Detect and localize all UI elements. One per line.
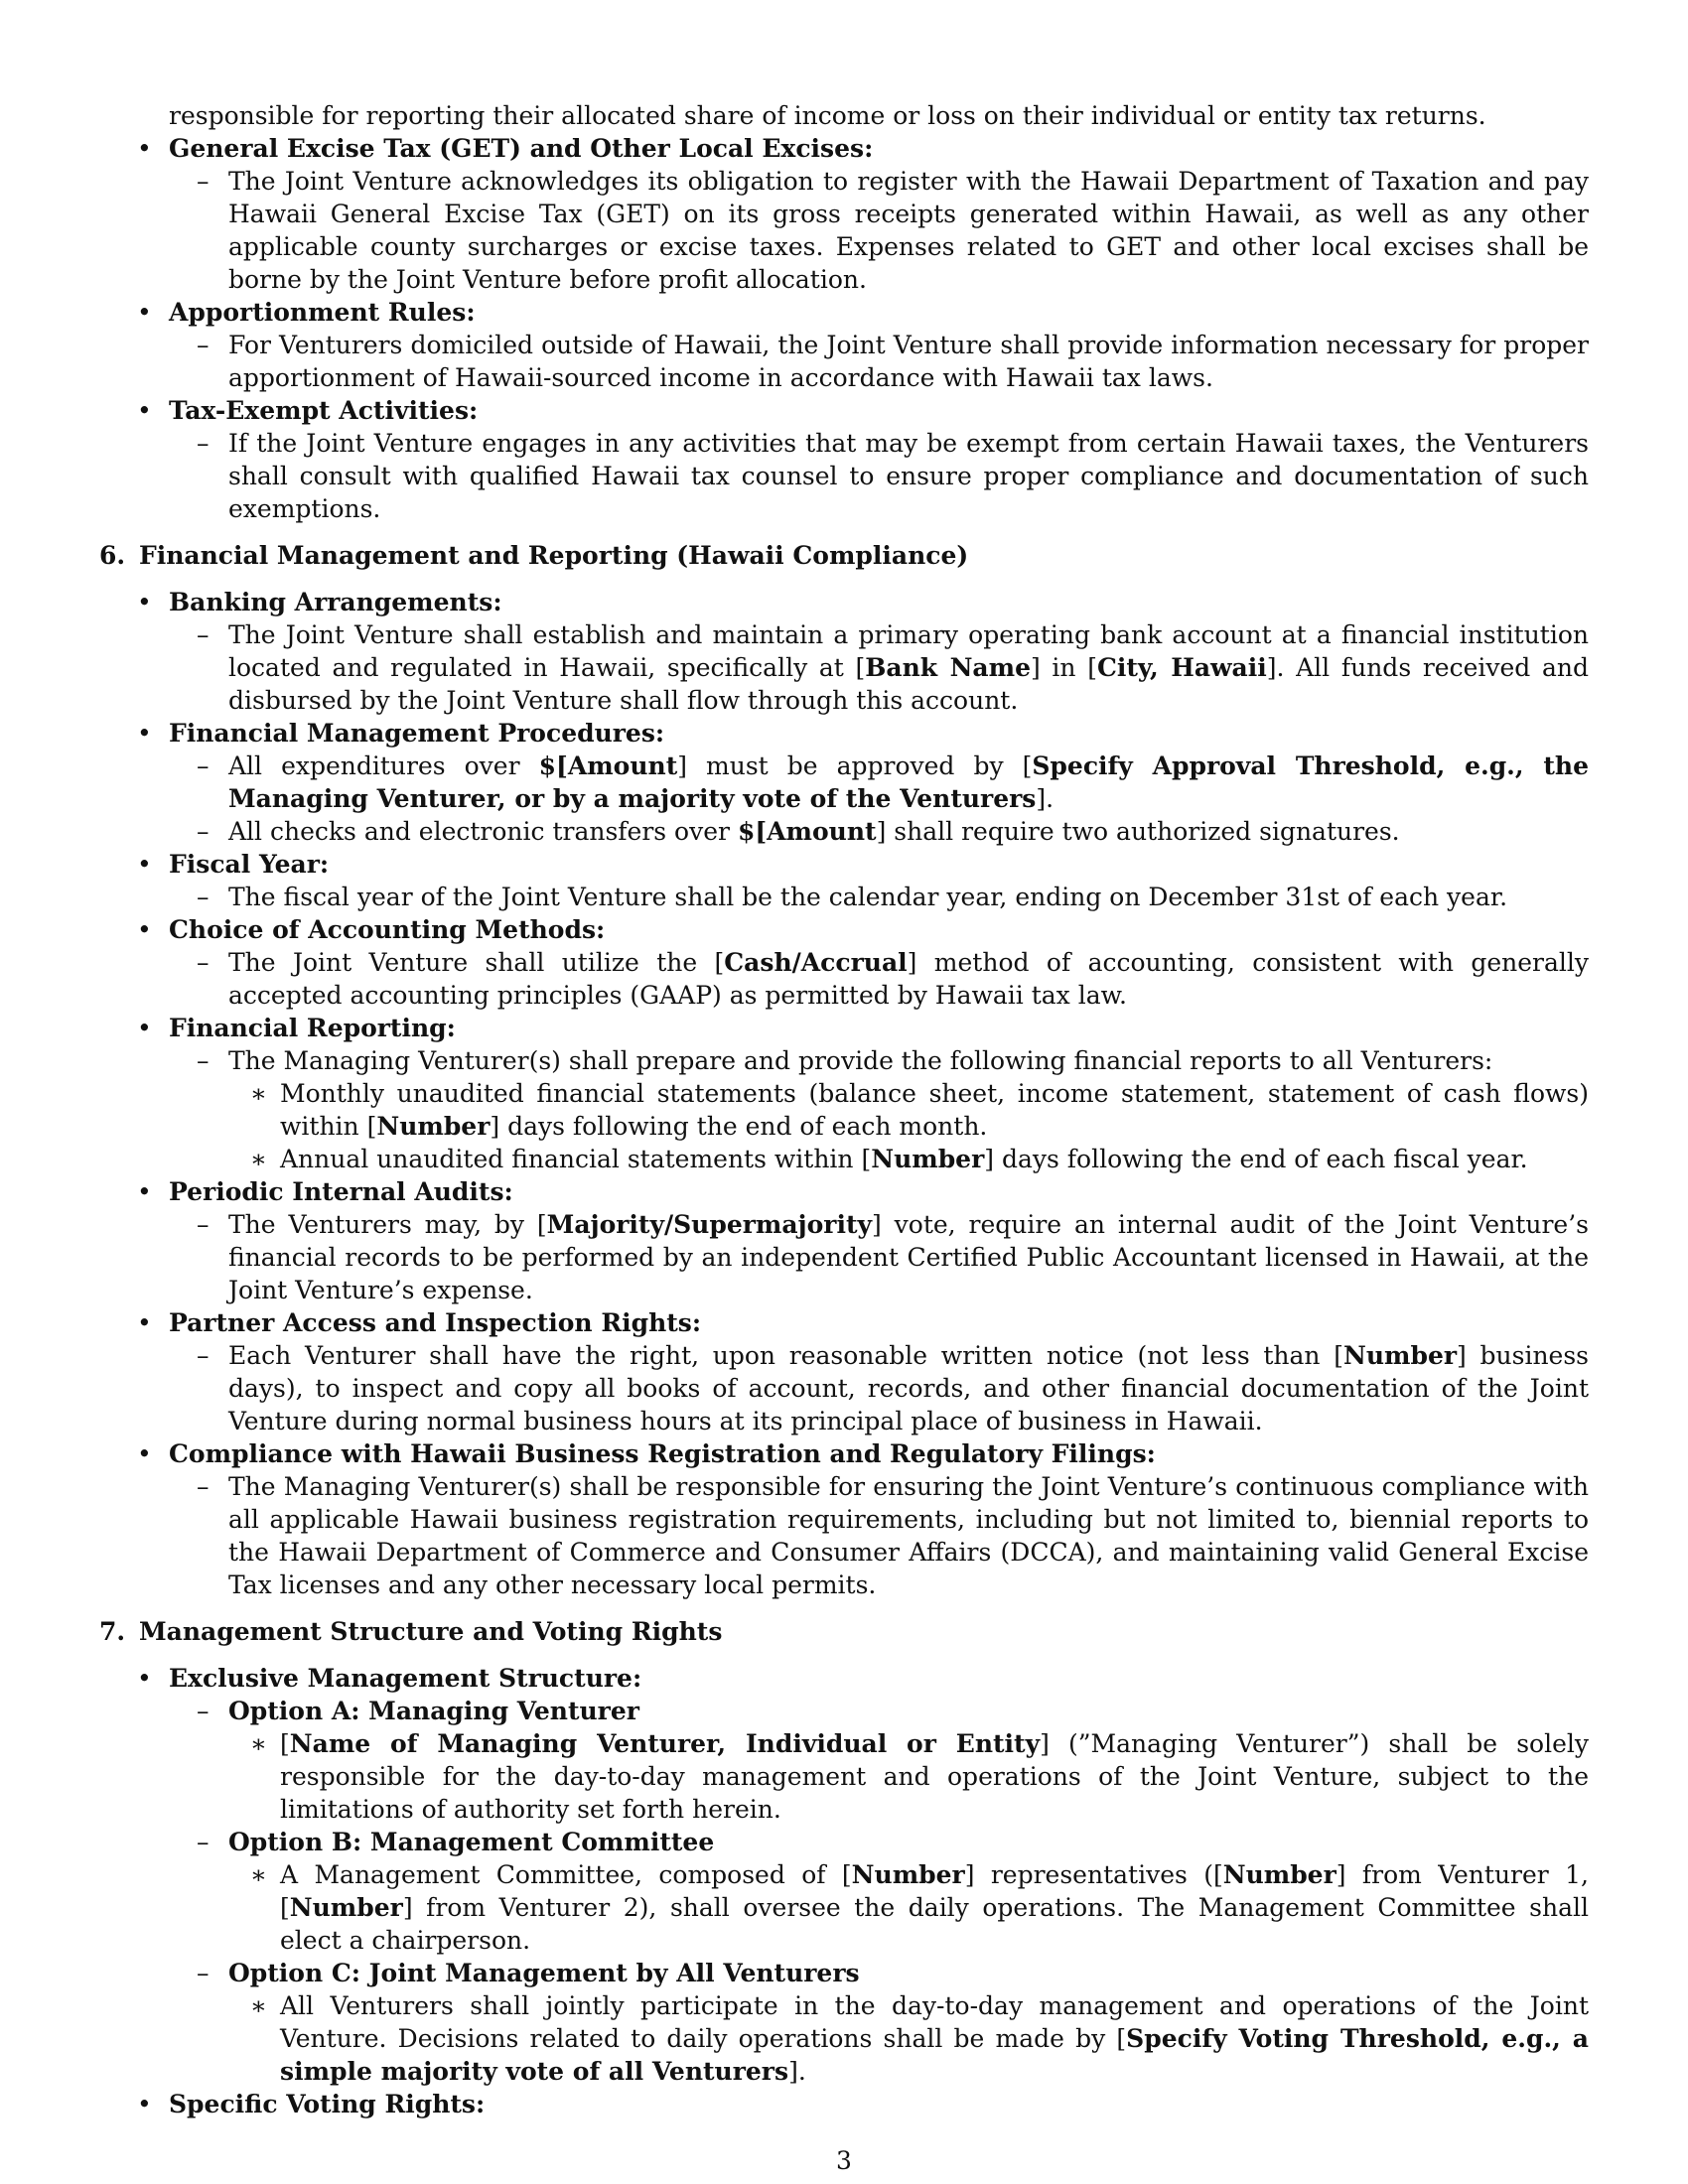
sub-item-banking: – The Joint Venture shall establish and maintain a primary operating bank account at a financial institution located and regulated in Hawaii, specifically at [Bank Name] in [City, Hawaii]. All funds received and disbursed by the Joint Venture shall flow through this account.	[197, 620, 1589, 715]
bullet-icon: •	[137, 2090, 152, 2118]
section-6-heading: 6. Financial Management and Reporting (Hawaii Compliance)	[99, 541, 969, 570]
section-7-heading: 7. Management Structure and Voting Rights	[99, 1617, 723, 1646]
dash-icon: –	[197, 1046, 210, 1075]
bullet-icon: •	[137, 1014, 152, 1042]
dash-icon: –	[197, 1341, 210, 1370]
sub-item-fiscal-year: – The fiscal year of the Joint Venture shall be the calendar year, ending on December 31st of each year.	[197, 883, 1508, 911]
list-item-access: • Partner Access and Inspection Rights:	[137, 1308, 702, 1337]
sub-item-audits: – The Venturers may, by [Majority/Supermajority] vote, require an internal audit of the Joint Venture’s financial records to be performed by an independent Certified Public Accountant licensed in Hawaii, at the Joint Venture’s expense.	[197, 1210, 1589, 1304]
bullet-icon: •	[137, 1308, 152, 1337]
sub-sub-item-annual: ∗ Annual unaudited financial statements within [Number] days following the end of each fiscal year.	[250, 1145, 1528, 1173]
dash-icon: –	[197, 331, 210, 359]
bullet-icon: •	[137, 588, 152, 616]
sub-sub-item-option-c: ∗ All Venturers shall jointly participate in the day-to-day management and operations of the Joint Venture. Decisions related to daily operations shall be made by [Specify Voting Threshold, e.g., a simple majority vote of all Venturers].	[250, 1991, 1589, 2086]
list-item-apportionment: • Apportionment Rules:	[137, 298, 476, 327]
sub-item-accounting: – The Joint Venture shall utilize the [Cash/Accrual] method of accounting, consistent with generally accepted accounting principles (GAAP) as permitted by Hawaii tax law.	[197, 948, 1589, 1010]
page-number: 3	[836, 2146, 852, 2175]
dash-icon: –	[197, 1697, 210, 1725]
list-item-tax-exempt: • Tax-Exempt Activities:	[137, 396, 479, 425]
list-item-accounting: • Choice of Accounting Methods:	[137, 915, 606, 944]
sub-item-apportionment: – For Venturers domiciled outside of Hawaii, the Joint Venture shall provide information necessary for proper apportionment of Hawaii-sourced income in accordance with Hawaii tax laws.	[197, 331, 1589, 392]
list-item-fiscal-year: • Fiscal Year:	[137, 850, 330, 879]
bullet-icon: •	[137, 719, 152, 748]
sub-item-access: – Each Venturer shall have the right, upon reasonable written notice (not less than [Number] business days), to inspect and copy all books of account, records, and other financial documentation of the Joint Venture during normal business hours at its principal place of business in Hawaii.	[197, 1341, 1589, 1435]
list-item-audits: • Periodic Internal Audits:	[137, 1177, 513, 1206]
dash-icon: –	[197, 1472, 210, 1501]
sub-item-option-a: – Option A: Managing Venturer	[197, 1697, 639, 1725]
sub-item-option-c: – Option C: Joint Management by All Venturers	[197, 1959, 860, 1987]
asterisk-icon: ∗	[250, 1729, 267, 1758]
sub-sub-item-monthly: ∗ Monthly unaudited financial statements (balance sheet, income statement, statement of cash flows) within [Number] days following the end of each month.	[250, 1079, 1589, 1141]
bullet-icon: •	[137, 1664, 152, 1693]
list-item-voting-rights: • Specific Voting Rights:	[137, 2090, 486, 2118]
asterisk-icon: ∗	[250, 1079, 267, 1108]
dash-icon: –	[197, 620, 210, 649]
sub-sub-item-option-b: ∗ A Management Committee, composed of [Number] representatives ([Number] from Venturer 1, [Number] from Venturer 2), shall oversee the daily operations. The Management Committee shall elect a chairperson.	[250, 1860, 1589, 1955]
dash-icon: –	[197, 167, 210, 196]
sub-item-option-b: – Option B: Management Committee	[197, 1828, 715, 1856]
page-content	[99, 99, 1589, 2120]
dash-icon: –	[197, 883, 210, 911]
bullet-icon: •	[137, 850, 152, 879]
bullet-icon: •	[137, 915, 152, 944]
sub-item-procedures-signatures: – All checks and electronic transfers over $[Amount] shall require two authorized signatures.	[197, 817, 1400, 846]
list-item-banking: • Banking Arrangements:	[137, 588, 502, 616]
dash-icon: –	[197, 817, 210, 846]
sub-item-procedures-approval: – All expenditures over $[Amount] must be approved by [Specify Approval Threshold, e.g., the Managing Venturer, or by a majority vote of the Venturers].	[197, 751, 1589, 813]
dash-icon: –	[197, 1959, 210, 1987]
sub-item-compliance: – The Managing Venturer(s) shall be responsible for ensuring the Joint Venture’s continuous compliance with all applicable Hawaii business registration requirements, including but not limited to, biennial reports to the Hawaii Department of Commerce and Consumer Affairs (DCCA), and maintaining valid General Excise Tax licenses and any other necessary local permits.	[197, 1472, 1589, 1599]
list-item-procedures: • Financial Management Procedures:	[137, 719, 665, 748]
sub-sub-item-option-a: ∗ [Name of Managing Venturer, Individual or Entity] (”Managing Venturer”) shall be solely responsible for the day-to-day management and operations of the Joint Venture, subject to the limitations of authority set forth herein.	[250, 1729, 1589, 1824]
dash-icon: –	[197, 1828, 210, 1856]
asterisk-icon: ∗	[250, 1145, 267, 1173]
list-item-reporting: • Financial Reporting:	[137, 1014, 456, 1042]
sub-item-tax-exempt: – If the Joint Venture engages in any activities that may be exempt from certain Hawaii taxes, the Venturers shall consult with qualified Hawaii tax counsel to ensure proper compliance and documentation of such exemptions.	[197, 429, 1589, 523]
bullet-icon: •	[137, 396, 152, 425]
dash-icon: –	[197, 429, 210, 458]
bullet-icon: •	[137, 1177, 152, 1206]
asterisk-icon: ∗	[250, 1991, 267, 2020]
continuation-text: responsible for reporting their allocated share of income or loss on their individual or entity tax returns.	[169, 101, 1486, 130]
list-item-get: • General Excise Tax (GET) and Other Local Excises:	[137, 134, 874, 163]
list-item-compliance: • Compliance with Hawaii Business Registration and Regulatory Filings:	[137, 1439, 1156, 1468]
dash-icon: –	[197, 948, 210, 977]
bullet-icon: •	[137, 134, 152, 163]
sub-item-reporting: – The Managing Venturer(s) shall prepare and provide the following financial reports to all Venturers:	[197, 1046, 1493, 1075]
dash-icon: –	[197, 1210, 210, 1239]
bullet-icon: •	[137, 1439, 152, 1468]
bullet-icon: •	[137, 298, 152, 327]
sub-item-get: – The Joint Venture acknowledges its obligation to register with the Hawaii Department of Taxation and pay Hawaii General Excise Tax (GET) on its gross receipts generated within Hawaii, as well as any other applicable county surcharges or excise taxes. Expenses related to GET and other local excises shall be borne by the Joint Venture before profit allocation.	[197, 167, 1589, 294]
list-item-exclusive-management: • Exclusive Management Structure:	[137, 1664, 642, 1693]
dash-icon: –	[197, 751, 210, 780]
asterisk-icon: ∗	[250, 1860, 267, 1889]
